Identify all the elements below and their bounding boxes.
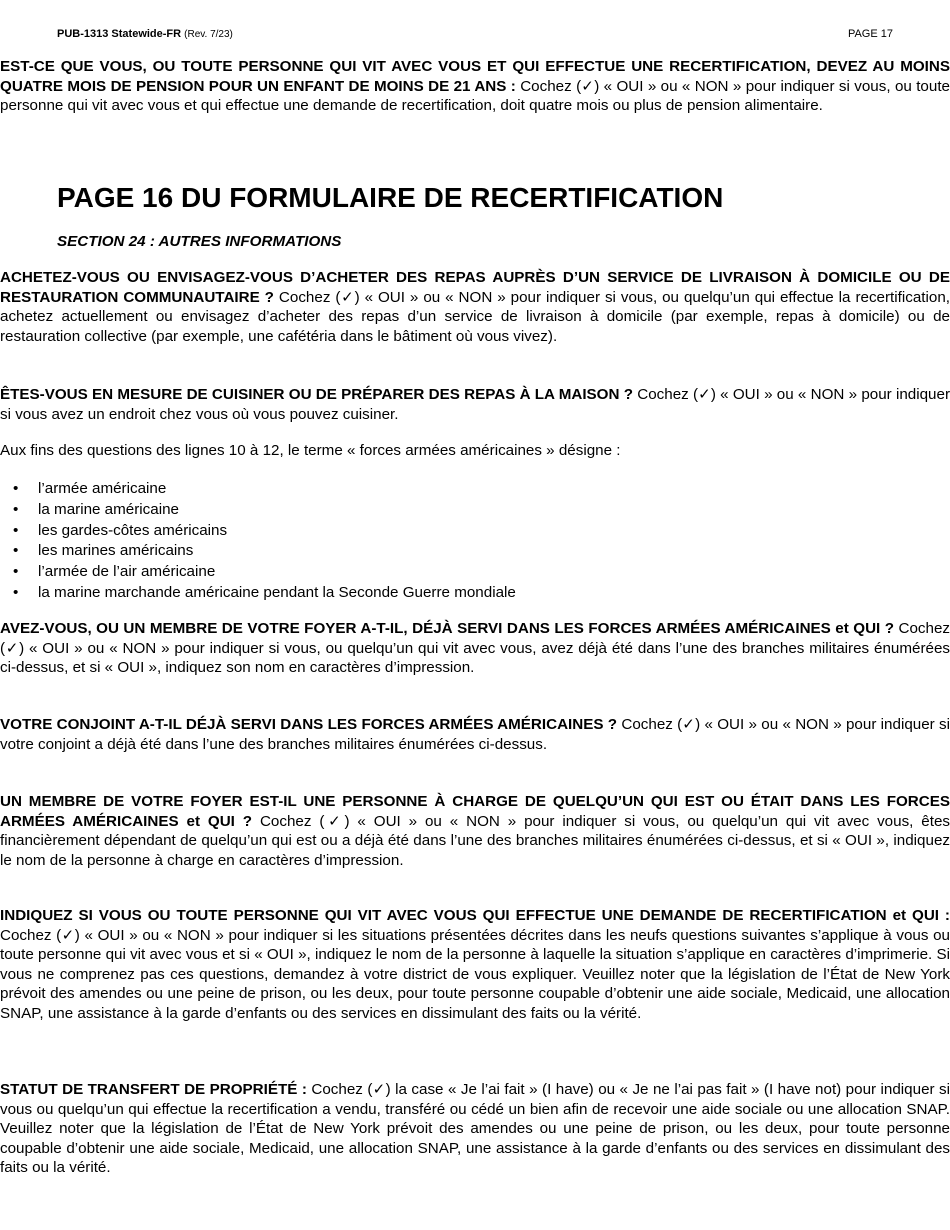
list-item — [0, 541, 950, 562]
situations-paragraph — [0, 906, 950, 1024]
dependent-heading: UN MEMBRE DE VOTRE FOYER EST-IL UNE PERSONNE À CHARGE DE QUELQU’UN QUI EST OU ÉTAIT DANS LES FORCES ARMÉES AMÉRICAINES et QUI ? — [0, 793, 950, 830]
spouse-served-paragraph — [0, 715, 950, 754]
spouse-served-question-block — [0, 715, 950, 754]
list-item — [0, 583, 950, 604]
list-item-text: les marines américains — [38, 542, 194, 560]
intro-paragraph — [0, 57, 950, 116]
transfer-paragraph — [0, 1080, 950, 1178]
bullet-icon: • — [13, 500, 19, 518]
meals-heading: ACHETEZ-VOUS OU ENVISAGEZ-VOUS D’ACHETER DES REPAS AUPRÈS D’UN SERVICE DE LIVRAISON À DOMICILE OU DE RESTAURATION COMMUNAUTAIRE ? — [0, 269, 950, 306]
dependent-paragraph — [0, 792, 950, 870]
household-served-paragraph — [0, 619, 950, 678]
intro-heading: EST-CE QUE VOUS, OU TOUTE PERSONNE QUI VIT AVEC VOUS ET QUI EFFECTUE UNE RECERTIFICATION, DEVEZ AU MOINS QUATRE MOIS DE PENSION POUR UN ENFANT DE MOINS DE 21 ANS : — [0, 58, 950, 95]
meals-question-block — [0, 268, 950, 346]
bullet-icon: • — [13, 583, 19, 601]
cooking-question-block — [0, 385, 950, 424]
cooking-paragraph — [0, 385, 950, 424]
list-item-text: l’armée américaine — [38, 480, 167, 497]
dependent-text: Cochez (✓) « OUI » ou « NON » pour indiquer si vous, ou quelqu’un qui vit avec vous, êtes financièrement dépendant de quelqu’un qui est ou a déjà été dans l’une des branches militaires énumérées ci-dessus, et si « OUI », indiquez le nom de la personne à charge en caractères d’impression. — [0, 812, 950, 869]
household-served-text: Cochez (✓) « OUI » ou « NON » pour indiquer si vous, ou quelqu’un qui vit avec vous, avez déjà été dans l’une des branches militaires énumérées ci-dessus, et si « OUI », indiquez son nom en caractères d’impression. — [0, 620, 950, 677]
list-item-text: la marine marchande américaine pendant la Seconde Guerre mondiale — [38, 583, 516, 601]
forces-intro: Aux fins des questions des lignes 10 à 12, le terme « forces armées américaines » désigne : — [0, 442, 621, 459]
form-revision: (Rev. 7/23) — [184, 29, 233, 40]
bullet-icon: • — [13, 542, 19, 560]
list-item — [0, 479, 950, 500]
page-title: PAGE 16 DU FORMULAIRE DE RECERTIFICATION — [57, 182, 724, 213]
forces-list — [0, 479, 950, 604]
meals-text: Cochez (✓) « OUI » ou « NON » pour indiquer si vous, ou quelqu’un qui effectue la recertification, achetez actuellement ou envisagez d’acheter des repas d’un service de livraison à domicile (par exemple, repas à domicile) ou de restauration collective (par exemple, une cafétéria dans le bâtiment où vous vivez). — [0, 288, 950, 345]
transfer-question-block — [0, 1080, 950, 1178]
intro-paragraph-block — [0, 57, 950, 116]
dependent-question-block — [0, 792, 950, 870]
intro-text: Cochez (✓) « OUI » ou « NON » pour indiquer si vous, ou toute personne qui vit avec vous et qui effectue une demande de recertification, doit quatre mois ou plus de pension alimentaire. — [0, 77, 950, 115]
situations-heading: INDIQUEZ SI VOUS OU TOUTE PERSONNE QUI VIT AVEC VOUS QUI EFFECTUE UNE DEMANDE DE RECERTIFICATION et QUI : — [0, 907, 950, 924]
bullet-icon: • — [13, 563, 19, 581]
situations-text: Cochez (✓) « OUI » ou « NON » pour indiquer si les situations présentées décrites dans les neufs questions suivantes s’applique à vous ou toute personne qui vit avec vous et si « OUI », indiquez le nom de la personne à laquelle la situation s’applique en caractères d’imprimerie. Si vous ne comprenez pas ces questions, demandez à votre district de vous expliquer. Veuillez noter que la législation de l’État de New York prévoit des amendes ou une peine de prison, ou les deux, pour toute personne coupable d’obtenir une aide sociale, Medicaid, une allocation SNAP, une assistance à la garde d’enfants ou des services en dissimulant des faits ou la vérité. — [0, 926, 950, 1022]
situations-question-block — [0, 906, 950, 1024]
page-header — [57, 28, 893, 44]
transfer-heading: STATUT DE TRANSFERT DE PROPRIÉTÉ : — [0, 1081, 307, 1098]
household-served-question-block — [0, 619, 950, 678]
list-item-text: la marine américaine — [38, 500, 179, 518]
cooking-text: Cochez (✓) « OUI » ou « NON » pour indiquer si vous avez un endroit chez vous où vous pouvez cuisiner. — [0, 386, 950, 423]
forces-intro-block — [0, 441, 950, 461]
page-number: PAGE 17 — [847, 28, 893, 40]
list-item — [0, 500, 950, 521]
spouse-served-heading: VOTRE CONJOINT A-T-IL DÉJÀ SERVI DANS LES FORCES ARMÉES AMÉRICAINES ? — [0, 716, 618, 733]
bullet-icon: • — [13, 521, 19, 539]
transfer-text: Cochez (✓) la case « Je l’ai fait » (I have) ou « Je ne l’ai pas fait » (I have not) pour indiquer si vous ou quelqu’un qui effectue la recertification a vendu, transféré ou cédé un bien afin de recevoir une aide sociale ou une allocation SNAP. Veuillez noter que la législation de l’État de New York prévoit des amendes ou une peine de prison, ou les deux, pour toute personne coupable d’obtenir une aide sociale, Medicaid, une allocation SNAP, une assistance à la garde d’enfants ou des services en dissimulant des faits ou la vérité. — [0, 1081, 950, 1177]
form-id: PUB-1313 Statewide-FR — [57, 28, 182, 40]
form-identifier — [57, 28, 233, 40]
list-item — [0, 562, 950, 583]
section-title: SECTION 24 : AUTRES INFORMATIONS — [57, 233, 342, 250]
bullet-icon: • — [13, 480, 19, 497]
forces-list-block — [0, 479, 950, 604]
meals-paragraph — [0, 268, 950, 346]
list-item-text: les gardes-côtes américains — [38, 521, 228, 539]
cooking-heading: ÊTES-VOUS EN MESURE DE CUISINER OU DE PRÉPARER DES REPAS À LA MAISON ? — [0, 386, 633, 403]
list-item — [0, 521, 950, 542]
household-served-heading: AVEZ-VOUS, OU UN MEMBRE DE VOTRE FOYER A-T-IL, DÉJÀ SERVI DANS LES FORCES ARMÉES AMÉRICAINES et QUI ? — [0, 620, 895, 637]
list-item-text: l’armée de l’air américaine — [38, 563, 216, 581]
spouse-served-text: Cochez (✓) « OUI » ou « NON » pour indiquer si votre conjoint a déjà été dans l’une des branches militaires énumérées ci-dessus. — [0, 716, 950, 753]
